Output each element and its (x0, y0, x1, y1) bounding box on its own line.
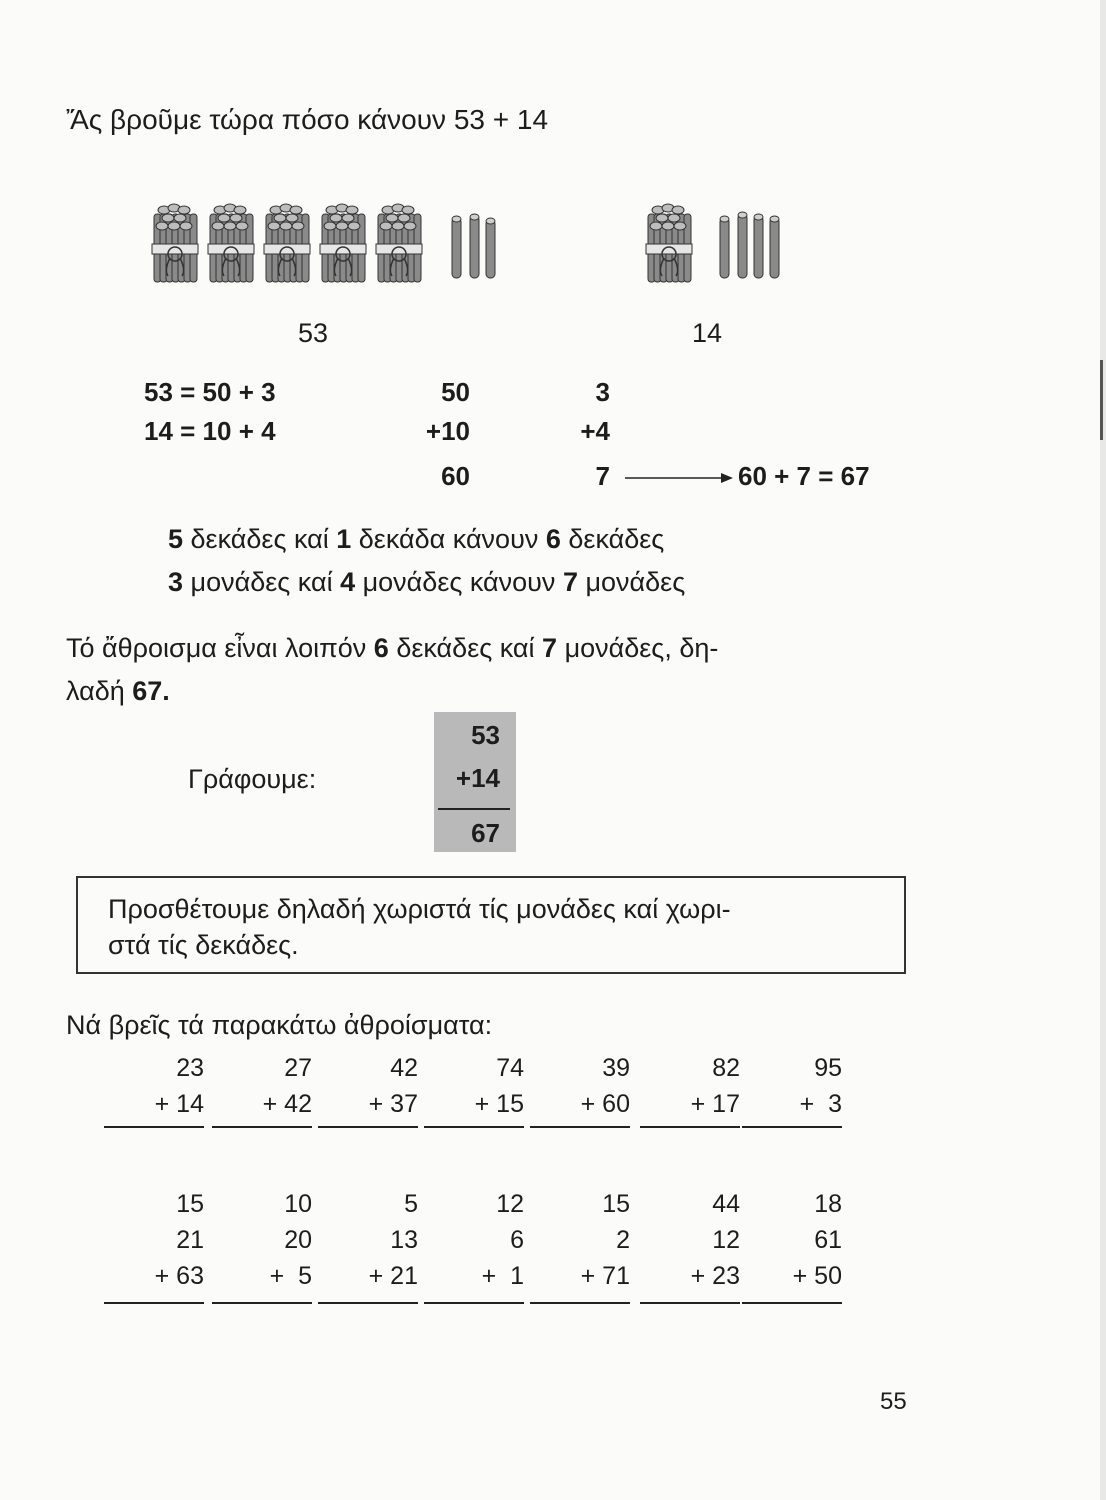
exercise-number: 15 (602, 1190, 630, 1218)
exercise-addend-with-plus: + 23 (690, 1262, 740, 1290)
tens-top: 50 (441, 377, 470, 407)
single-stick-icon (470, 214, 479, 278)
exercise-number: 5 (404, 1190, 418, 1218)
tens-add: +10 (425, 416, 470, 446)
addition-exercise (742, 1050, 842, 1122)
exercise-number: 95 (814, 1054, 842, 1082)
bundle-label-53: 53 (298, 318, 329, 348)
addition-exercise (742, 1186, 842, 1294)
exercise-addend-with-plus: + 63 (154, 1262, 204, 1290)
single-stick-icon (720, 216, 729, 278)
exercise-number: 23 (176, 1054, 204, 1082)
exercise-addend-with-plus: + 5 (269, 1262, 312, 1290)
exercise-addend-with-plus: + 21 (368, 1262, 418, 1290)
exercise-title: Νά βρεῖς τά παρακάτω ἀθροίσματα: (66, 1010, 493, 1040)
addition-exercise (530, 1186, 630, 1294)
exercise-addend-with-plus: + 50 (792, 1262, 842, 1290)
single-stick-icon (452, 216, 461, 278)
exercise-number: 6 (510, 1226, 524, 1254)
ten-sticks-bundle-icon (320, 204, 366, 282)
addition-exercise (640, 1186, 740, 1294)
ones-top: 3 (595, 377, 610, 407)
ten-sticks-bundle-icon (264, 204, 310, 282)
exercise-addend-with-plus: + 3 (799, 1090, 842, 1118)
ten-sticks-bundle-icon (152, 204, 198, 282)
ten-sticks-bundle-icon (208, 204, 254, 282)
answer-line[interactable] (212, 1126, 312, 1128)
exercise-number: 39 (602, 1054, 630, 1082)
tens-ones-sticks-illustration (140, 200, 840, 290)
exercise-number: 42 (390, 1054, 418, 1082)
exercise-number: 21 (176, 1226, 204, 1254)
answer-line[interactable] (104, 1126, 204, 1128)
exercise-number: 44 (712, 1190, 740, 1218)
rule-box (76, 876, 906, 974)
exercise-number: 61 (814, 1226, 842, 1254)
exercise-addend-with-plus: + 14 (154, 1090, 204, 1118)
answer-line[interactable] (742, 1126, 842, 1128)
answer-line[interactable] (318, 1126, 418, 1128)
exercise-number: 12 (712, 1226, 740, 1254)
addition-exercise (318, 1186, 418, 1294)
conclusion-line1: Τό ἄθροισμα εἶναι λοιπόν 6 δεκάδες καί 7 μονάδες, δη- (66, 633, 719, 663)
addition-exercise (212, 1186, 312, 1294)
addition-exercise (530, 1050, 630, 1122)
arrow-icon (625, 468, 735, 488)
written-sum-line (438, 808, 510, 810)
answer-line[interactable] (530, 1302, 630, 1304)
decomposition-eq1: 53 = 50 + 3 (144, 377, 276, 407)
single-stick-icon (754, 214, 763, 278)
exercise-number: 18 (814, 1190, 842, 1218)
answer-line[interactable] (640, 1126, 740, 1128)
exercise-number: 27 (284, 1054, 312, 1082)
exercise-number: 74 (496, 1054, 524, 1082)
tens-sentence: 5 δεκάδες καί 1 δεκάδα κάνουν 6 δεκάδες (168, 524, 665, 554)
exercise-number: 12 (496, 1190, 524, 1218)
tens-sum: 60 (441, 461, 470, 491)
single-stick-icon (738, 212, 747, 278)
page-edge (1100, 0, 1106, 1500)
addition-exercise (424, 1050, 524, 1122)
rule-line2: στά τίς δεκάδες. (108, 930, 299, 960)
answer-line[interactable] (212, 1302, 312, 1304)
answer-line[interactable] (424, 1126, 524, 1128)
addition-exercise (318, 1050, 418, 1122)
answer-line[interactable] (104, 1302, 204, 1304)
ten-sticks-bundle-icon (376, 204, 422, 282)
answer-line[interactable] (424, 1302, 524, 1304)
addition-exercise (424, 1186, 524, 1294)
rule-line1: Προσθέτουμε δηλαδή χωριστά τίς μονάδες καί χωρι- (108, 894, 731, 924)
single-stick-icon (770, 216, 779, 278)
exercise-addend-with-plus: + 37 (368, 1090, 418, 1118)
ones-add: +4 (580, 416, 610, 446)
decomposition-eq2: 14 = 10 + 4 (144, 416, 276, 446)
intro-text: Ἄς βροῦμε τώρα πόσο κάνουν 53 + 14 (66, 104, 549, 135)
answer-line[interactable] (742, 1302, 842, 1304)
exercise-addend-with-plus: + 17 (690, 1090, 740, 1118)
exercise-addend-with-plus: + 42 (262, 1090, 312, 1118)
ones-sum: 7 (595, 461, 610, 491)
addition-exercise (104, 1186, 204, 1294)
addition-exercise (640, 1050, 740, 1122)
bundle-label-14: 14 (692, 318, 723, 348)
decomposition-result: 60 + 7 = 67 (738, 461, 870, 491)
write-label: Γράφουμε: (188, 764, 317, 794)
ones-sentence: 3 μονάδες καί 4 μονάδες κάνουν 7 μονάδες (168, 567, 686, 597)
exercise-addend-with-plus: + 60 (580, 1090, 630, 1118)
conclusion-line2: λαδή 67. (66, 676, 170, 706)
exercise-addend-with-plus: + 15 (474, 1090, 524, 1118)
written-sum: 67 (471, 818, 500, 848)
ten-sticks-bundle-icon (646, 204, 692, 282)
exercise-number: 2 (616, 1226, 630, 1254)
page-number: 55 (880, 1388, 907, 1415)
written-top: 53 (471, 720, 500, 750)
exercise-number: 82 (712, 1054, 740, 1082)
exercise-number: 10 (284, 1190, 312, 1218)
answer-line[interactable] (640, 1302, 740, 1304)
answer-line[interactable] (530, 1126, 630, 1128)
exercise-number: 20 (284, 1226, 312, 1254)
written-add: +14 (455, 763, 500, 793)
exercise-number: 13 (390, 1226, 418, 1254)
page-edge-mark (1100, 360, 1103, 440)
exercise-addend-with-plus: + 1 (481, 1262, 524, 1290)
answer-line[interactable] (318, 1302, 418, 1304)
exercise-addend-with-plus: + 71 (580, 1262, 630, 1290)
addition-exercise (212, 1050, 312, 1122)
exercise-number: 15 (176, 1190, 204, 1218)
addition-exercise (104, 1050, 204, 1122)
single-stick-icon (486, 218, 495, 278)
